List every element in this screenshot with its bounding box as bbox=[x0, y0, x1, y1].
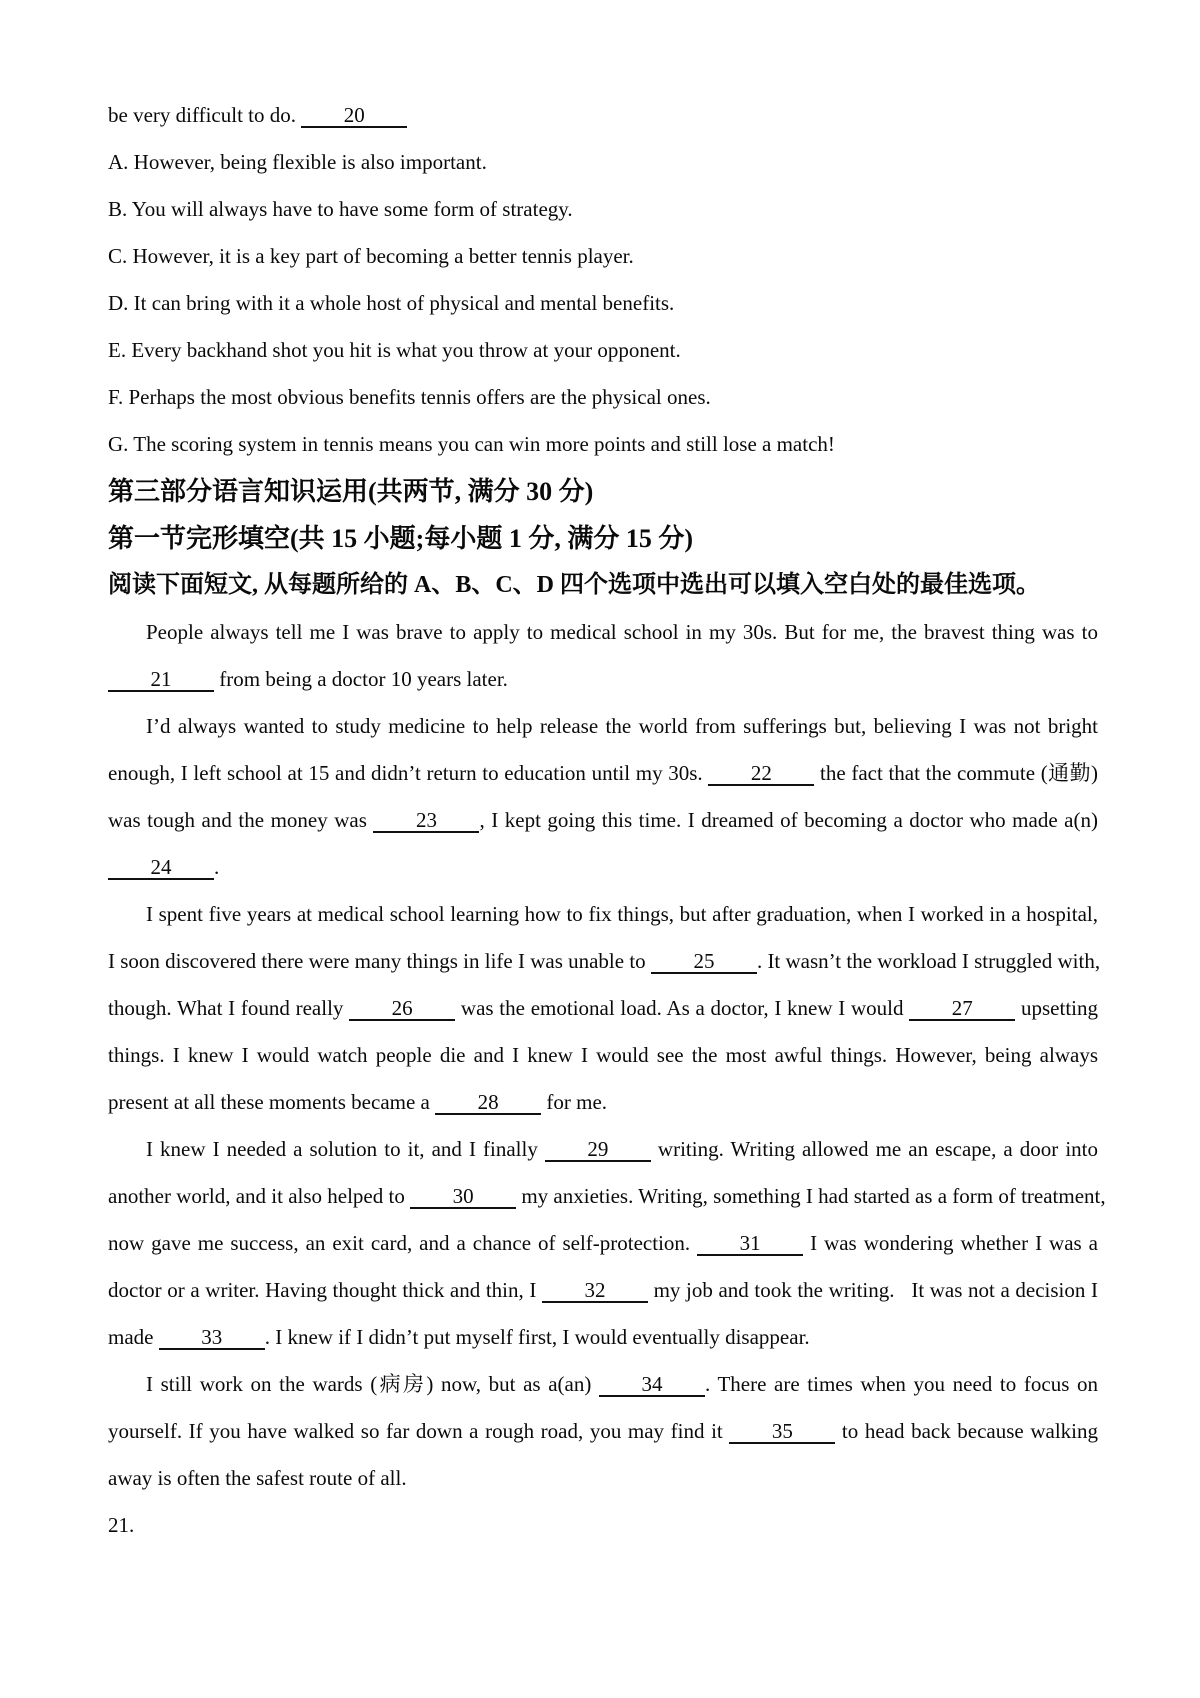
text-run: I soon discovered there were many things in life I was unable to bbox=[108, 949, 651, 973]
cloze-line-10 bbox=[108, 1032, 1098, 1079]
text-run: from being a doctor 10 years later. bbox=[214, 667, 508, 691]
blank-field-21: 21 bbox=[108, 668, 214, 692]
section-3-heading bbox=[108, 468, 1098, 515]
text-run: I still work on the wards (病房) now, but as a(an) bbox=[146, 1372, 599, 1396]
text-run: People always tell me I was brave to apply to medical school in my 30s. But for me, the bravest thing was to bbox=[146, 620, 1098, 644]
text-run: writing. Writing allowed me an escape, a door into bbox=[650, 1137, 1098, 1161]
cloze-line-03 bbox=[108, 703, 1098, 750]
text-run: I’d always wanted to study medicine to help release the world from sufferings but, believing I was not bright bbox=[146, 714, 1098, 738]
text-run: enough, I left school at 15 and didn’t return to education until my 30s. bbox=[108, 761, 709, 785]
cloze-line-11 bbox=[108, 1079, 1098, 1126]
text-run: 第一节完形填空(共 15 小题;每小题 1 分, 满分 15 分) bbox=[108, 524, 693, 553]
blank-field-20: 20 bbox=[301, 104, 407, 128]
text-run: doctor or a writer. Having thought thick and thin, I bbox=[108, 1278, 542, 1302]
cloze-instruction bbox=[108, 562, 1098, 609]
text-run: . It wasn’t the workload I struggled with, bbox=[756, 949, 1101, 973]
text-run: E. Every backhand shot you hit is what you throw at your opponent. bbox=[108, 338, 681, 362]
text-run: was tough and the money was bbox=[108, 808, 374, 832]
text-run: I was wondering whether I was a bbox=[803, 1231, 1098, 1255]
blank-field-27: 27 bbox=[909, 997, 1015, 1021]
option-F bbox=[108, 374, 1098, 421]
text-run: . bbox=[214, 855, 220, 879]
cloze-line-16 bbox=[108, 1314, 1098, 1361]
blank-field-34: 34 bbox=[599, 1373, 705, 1397]
text-run: to head back because walking bbox=[835, 1419, 1098, 1443]
text-run: upsetting bbox=[1015, 996, 1099, 1020]
text-run: D. It can bring with it a whole host of physical and mental benefits. bbox=[108, 291, 675, 315]
text-run: 第三部分语言知识运用(共两节, 满分 30 分) bbox=[108, 477, 594, 506]
cloze-line-06 bbox=[108, 844, 1098, 891]
text-run: I spent five years at medical school learning how to fix things, but after graduation, when I worked in a hospital, bbox=[146, 902, 1098, 926]
blank-field-26: 26 bbox=[349, 997, 455, 1021]
option-D bbox=[108, 280, 1098, 327]
text-run: I knew I needed a solution to it, and I finally bbox=[146, 1137, 545, 1161]
passage-tail-line bbox=[108, 92, 1098, 139]
section-1-subheading bbox=[108, 515, 1098, 562]
text-run: A. However, being flexible is also important. bbox=[108, 150, 487, 174]
text-run: was the emotional load. As a doctor, I knew I would bbox=[455, 996, 910, 1020]
blank-field-22: 22 bbox=[708, 762, 814, 786]
cloze-line-07 bbox=[108, 891, 1098, 938]
option-G bbox=[108, 421, 1098, 468]
text-run: yourself. If you have walked so far down a rough road, you may find it bbox=[108, 1419, 730, 1443]
blank-field-32: 32 bbox=[542, 1279, 648, 1303]
cloze-line-02 bbox=[108, 656, 1098, 703]
blank-field-33: 33 bbox=[159, 1326, 265, 1350]
text-run: my job and took the writing. It was not a decision I bbox=[647, 1278, 1098, 1302]
text-run: made bbox=[108, 1325, 159, 1349]
option-E bbox=[108, 327, 1098, 374]
text-run: things. I knew I would watch people die and I knew I would see the most awful things. However, being always bbox=[108, 1043, 1098, 1067]
cloze-line-17 bbox=[108, 1361, 1098, 1408]
question-21-label bbox=[108, 1502, 1098, 1549]
text-run: though. What I found really bbox=[108, 996, 350, 1020]
text-run: G. The scoring system in tennis means you can win more points and still lose a match! bbox=[108, 432, 835, 456]
text-run: 21. bbox=[108, 1513, 135, 1537]
blank-field-29: 29 bbox=[545, 1138, 651, 1162]
document-body bbox=[108, 92, 1106, 1549]
cloze-line-19 bbox=[108, 1455, 1098, 1502]
blank-field-24: 24 bbox=[108, 856, 214, 880]
cloze-line-09 bbox=[108, 985, 1098, 1032]
cloze-line-08 bbox=[108, 938, 1101, 985]
blank-field-35: 35 bbox=[729, 1420, 835, 1444]
blank-field-25: 25 bbox=[651, 950, 757, 974]
option-C bbox=[108, 233, 1098, 280]
text-run: B. You will always have to have some form of strategy. bbox=[108, 197, 573, 221]
blank-field-23: 23 bbox=[373, 809, 479, 833]
cloze-line-04 bbox=[108, 750, 1098, 797]
text-run: now gave me success, an exit card, and a chance of self-protection. bbox=[108, 1231, 698, 1255]
text-run: my anxieties. Writing, something I had started as a form of treatment, bbox=[516, 1184, 1106, 1208]
cloze-line-18 bbox=[108, 1408, 1098, 1455]
text-run: 阅读下面短文, 从每题所给的 A、B、C、D 四个选项中选出可以填入空白处的最佳选项。 bbox=[108, 572, 1041, 598]
text-run: another world, and it also helped to bbox=[108, 1184, 411, 1208]
text-run: F. Perhaps the most obvious benefits tennis offers are the physical ones. bbox=[108, 385, 711, 409]
text-run: present at all these moments became a bbox=[108, 1090, 436, 1114]
option-A bbox=[108, 139, 1098, 186]
cloze-line-05 bbox=[108, 797, 1098, 844]
text-run: be very difficult to do. bbox=[108, 103, 302, 127]
text-run: for me. bbox=[541, 1090, 608, 1114]
text-run: C. However, it is a key part of becoming a better tennis player. bbox=[108, 244, 634, 268]
cloze-line-14 bbox=[108, 1220, 1098, 1267]
text-run: . There are times when you need to focus on bbox=[704, 1372, 1098, 1396]
text-run: the fact that the commute (通勤) bbox=[814, 761, 1098, 785]
blank-field-28: 28 bbox=[435, 1091, 541, 1115]
text-run: away is often the safest route of all. bbox=[108, 1466, 407, 1490]
cloze-line-13 bbox=[108, 1173, 1106, 1220]
text-run: . I knew if I didn’t put myself first, I would eventually disappear. bbox=[264, 1325, 810, 1349]
cloze-line-01 bbox=[108, 609, 1098, 656]
blank-field-31: 31 bbox=[697, 1232, 803, 1256]
cloze-line-12 bbox=[108, 1126, 1098, 1173]
blank-field-30: 30 bbox=[410, 1185, 516, 1209]
text-run: , I kept going this time. I dreamed of becoming a doctor who made a(n) bbox=[479, 808, 1098, 832]
cloze-line-15 bbox=[108, 1267, 1098, 1314]
option-B bbox=[108, 186, 1098, 233]
